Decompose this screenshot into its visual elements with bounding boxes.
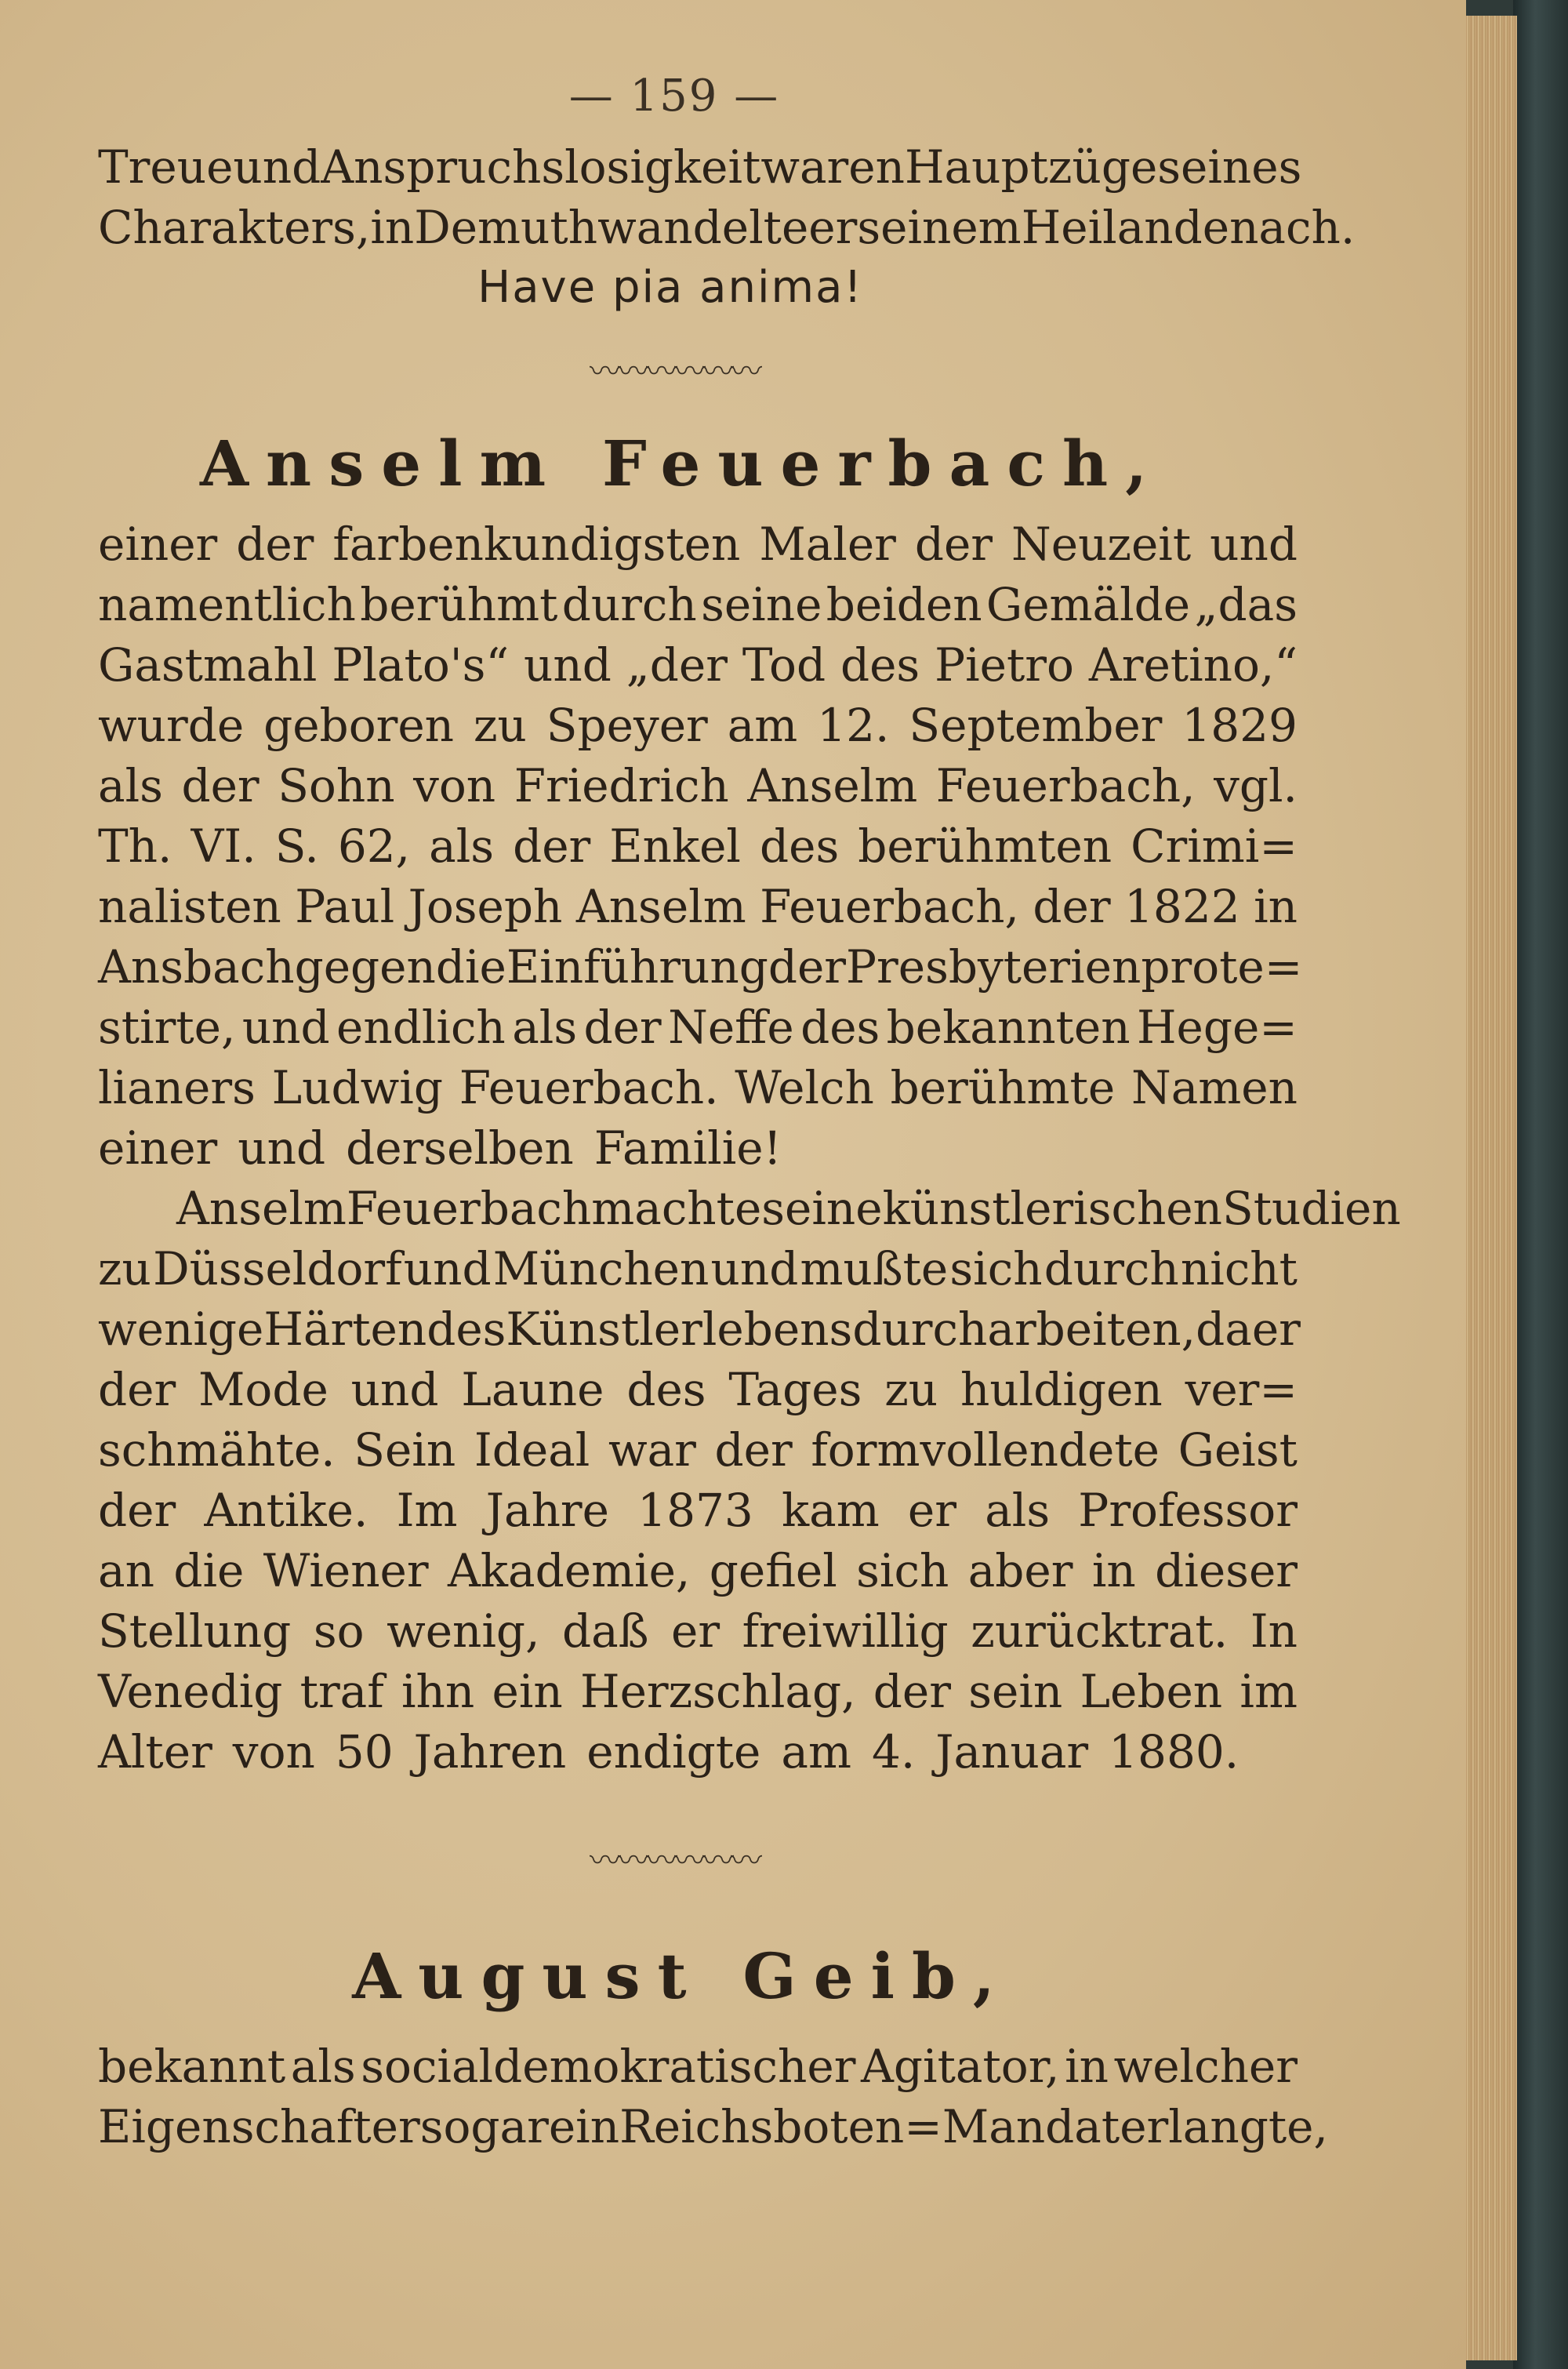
text-line	[98, 1541, 1298, 1601]
word: ein	[492, 1665, 563, 1718]
word: Treue	[98, 140, 234, 194]
word: und	[233, 140, 321, 194]
word: Anselm	[747, 759, 918, 812]
word: lianers	[98, 1061, 256, 1114]
text-line	[98, 1058, 1298, 1118]
word: dieser	[1155, 1544, 1298, 1597]
word: der	[513, 819, 591, 873]
word: beiden	[826, 578, 982, 631]
word: von	[232, 1725, 315, 1779]
word: wenig,	[387, 1604, 540, 1658]
text-line	[98, 1299, 1301, 1360]
text-line	[98, 1118, 1298, 1179]
word: Sein	[354, 1423, 456, 1477]
word: von	[413, 759, 496, 812]
word: zu	[473, 699, 527, 752]
word: Ludwig	[271, 1061, 443, 1114]
word: Hauptzüge	[904, 140, 1158, 194]
word: als	[98, 759, 163, 812]
word: Alter	[98, 1725, 212, 1779]
word: des	[426, 1303, 506, 1356]
word: Gemälde	[985, 578, 1191, 631]
section-heading-feuerbach: Anselm Feuerbach,	[199, 427, 1165, 500]
word: berühmten	[858, 819, 1112, 873]
word: und	[1210, 518, 1298, 571]
word: Heilande	[1021, 201, 1230, 254]
word: er	[907, 1484, 956, 1537]
word: S.	[274, 819, 319, 873]
word: der	[236, 518, 314, 571]
word: machte	[591, 1182, 762, 1235]
word: an	[98, 1544, 154, 1597]
word: Charakters,	[98, 201, 371, 254]
word: Gastmahl	[98, 638, 318, 692]
word: welcher	[1113, 2040, 1298, 2093]
divider-rule: 〰〰〰〰〰〰	[590, 354, 759, 390]
word: Anselm	[176, 1182, 347, 1235]
word: endigte	[586, 1725, 761, 1779]
word: der	[98, 1363, 176, 1416]
word: 1873	[637, 1484, 753, 1537]
word: und	[524, 638, 612, 692]
word: Hege=	[1136, 1001, 1298, 1054]
word: Jahre	[485, 1484, 609, 1537]
word: Leben	[1080, 1665, 1223, 1718]
word: Reichsboten=Mandat	[619, 2100, 1120, 2153]
text-line	[98, 198, 1356, 258]
word: und	[403, 1242, 492, 1295]
word: die	[435, 940, 506, 994]
word: zu	[98, 1242, 151, 1295]
text-line	[98, 1239, 1298, 1299]
book-cover-edge	[1513, 0, 1568, 2369]
word: nach.	[1229, 201, 1356, 254]
word: stirte,	[98, 1001, 236, 1054]
word: zurücktrat.	[971, 1604, 1229, 1658]
word: im	[1240, 1665, 1298, 1718]
word: bekannt	[98, 2040, 286, 2093]
word: als	[429, 819, 495, 873]
text-line	[98, 816, 1298, 877]
word: er	[808, 201, 858, 254]
feuerbach-paragraph-2	[98, 1179, 1401, 1782]
word: Im	[396, 1484, 458, 1537]
word: der	[873, 1665, 951, 1718]
word: waren	[760, 140, 905, 194]
word: Welch	[735, 1061, 874, 1114]
word: aber	[967, 1544, 1073, 1597]
word: Eigenschaft	[98, 2100, 372, 2153]
word: „der	[626, 638, 728, 692]
geib-paragraph	[98, 2037, 1328, 2157]
word: künstlerischen	[882, 1182, 1222, 1235]
word: am	[781, 1725, 851, 1779]
text-line	[98, 997, 1298, 1058]
word: Tages	[728, 1363, 862, 1416]
text-line	[98, 575, 1298, 635]
word: wurde	[98, 699, 245, 752]
word: seine	[761, 1182, 883, 1235]
word: Pietro	[935, 638, 1074, 692]
word: Jahren	[413, 1725, 567, 1779]
word: berühmte	[890, 1061, 1116, 1114]
word: er	[671, 1604, 720, 1658]
word: als	[290, 2040, 356, 2093]
word: nalisten	[98, 880, 281, 933]
word: einer	[98, 518, 218, 571]
word: Maler	[759, 518, 896, 571]
word: schmähte.	[98, 1423, 336, 1477]
word: Studien	[1221, 1182, 1401, 1235]
word: und	[350, 1363, 439, 1416]
page-edges	[1458, 16, 1517, 2360]
word: Th.	[98, 819, 172, 873]
word: Feuerbach,	[760, 880, 1019, 933]
word: „das	[1194, 578, 1298, 631]
word: in	[1065, 2040, 1109, 2093]
word: 62,	[337, 819, 411, 873]
word: Sohn	[278, 759, 395, 812]
word: Presbyterien	[846, 940, 1142, 994]
text-line	[98, 1722, 1298, 1782]
text-line	[98, 1481, 1298, 1541]
word: Feuerbach.	[459, 1061, 719, 1114]
word: endlich	[336, 1001, 506, 1054]
word: Enkel	[609, 819, 741, 873]
word: gefiel	[709, 1544, 837, 1597]
word: namentlich	[98, 578, 356, 631]
word: 4.	[871, 1725, 916, 1779]
word: der	[181, 759, 260, 812]
word: sogar	[419, 2100, 549, 2153]
text-line	[98, 1601, 1298, 1662]
word: wandelte	[597, 201, 809, 254]
text-line	[98, 137, 1302, 198]
word: des	[626, 1363, 706, 1416]
word: socialdemokratischer	[361, 2040, 856, 2093]
word: Crimi=	[1131, 819, 1298, 873]
word: berühmt	[360, 578, 558, 631]
word: Namen	[1131, 1061, 1298, 1114]
word: daß	[562, 1604, 649, 1658]
word: Künstlerlebens	[506, 1303, 853, 1356]
word: geboren	[263, 699, 455, 752]
word: Feuerbach,	[935, 759, 1196, 812]
word: Wiener	[263, 1544, 429, 1597]
word: Einführung	[506, 940, 768, 994]
word: Stellung	[98, 1604, 292, 1658]
word: Ideal	[474, 1423, 590, 1477]
word: in	[370, 201, 415, 254]
word: Herzschlag,	[580, 1665, 856, 1718]
page-content	[98, 71, 1401, 2157]
word: durch	[1044, 1242, 1179, 1295]
word: 1880.	[1109, 1725, 1240, 1779]
word: prote=	[1141, 940, 1303, 994]
word: Familie!	[593, 1121, 782, 1175]
word: Joseph	[408, 880, 563, 933]
word: sich	[949, 1242, 1043, 1295]
word: kam	[781, 1484, 880, 1537]
word: als	[985, 1484, 1051, 1537]
feuerbach-paragraph-1	[98, 514, 1303, 1179]
word: Professor	[1078, 1484, 1298, 1537]
word: Plato's“	[332, 638, 510, 692]
word: in	[1254, 880, 1298, 933]
text-line	[98, 696, 1298, 756]
word: Geist	[1178, 1423, 1298, 1477]
word: wenige	[98, 1303, 264, 1356]
word: und	[241, 1001, 330, 1054]
word: Mode	[198, 1363, 328, 1416]
word: Feuerbach	[346, 1182, 592, 1235]
word: Ansbach	[98, 940, 295, 994]
word: einer	[98, 1121, 218, 1175]
word: 50	[335, 1725, 394, 1779]
word: der	[914, 518, 993, 571]
word: farbenkundigsten	[332, 518, 741, 571]
word: seinem	[857, 201, 1022, 254]
word: der	[714, 1423, 793, 1477]
word: bekannten	[886, 1001, 1131, 1054]
word: Paul	[295, 880, 395, 933]
word: traf	[299, 1665, 384, 1718]
word: der	[1033, 880, 1111, 933]
word: ihn	[401, 1665, 475, 1718]
word: und	[710, 1242, 799, 1295]
word: gegen	[294, 940, 436, 994]
intro-paragraph	[98, 137, 1356, 317]
word: Anselm	[575, 880, 746, 933]
word: 12.	[817, 699, 890, 752]
word: war	[608, 1423, 696, 1477]
word: formvollendete	[811, 1423, 1160, 1477]
word: freiwillig	[742, 1604, 949, 1658]
word: 1822	[1124, 880, 1240, 933]
word: derselben	[346, 1121, 574, 1175]
word: der	[768, 940, 847, 994]
word: huldigen	[960, 1363, 1163, 1416]
word: des	[840, 638, 920, 692]
word: Akademie,	[448, 1544, 691, 1597]
word: Aretino,“	[1088, 638, 1298, 692]
word: Friedrich	[514, 759, 729, 812]
word: Januar	[935, 1725, 1089, 1779]
word: erlangte,	[1120, 2100, 1328, 2153]
word: zu	[884, 1363, 938, 1416]
text-line	[98, 2037, 1298, 2097]
page-number: — 159 —	[568, 71, 780, 122]
text-line	[98, 1662, 1298, 1722]
word: sich	[856, 1544, 949, 1597]
word: mußte	[800, 1242, 949, 1295]
word: München	[492, 1242, 710, 1295]
word: des	[800, 1001, 880, 1054]
word: der	[98, 1484, 176, 1537]
word: Härten	[263, 1303, 427, 1356]
word: und	[238, 1121, 326, 1175]
word: Anspruchslosigkeit	[321, 140, 761, 194]
word: VI.	[191, 819, 256, 873]
word: Speyer	[546, 699, 708, 752]
text-line	[98, 514, 1298, 575]
word: ver=	[1185, 1363, 1298, 1416]
word: in	[1091, 1544, 1136, 1597]
word: nicht	[1180, 1242, 1298, 1295]
text-line	[98, 635, 1298, 696]
text-line	[98, 1420, 1298, 1481]
word: In	[1250, 1604, 1298, 1658]
word: am	[727, 699, 798, 752]
motto: Have pia anima!	[477, 262, 863, 313]
word: da	[1196, 1303, 1252, 1356]
word: Agitator,	[861, 2040, 1060, 2093]
word: ein	[548, 2100, 620, 2153]
word: die	[173, 1544, 245, 1597]
word: 1829	[1181, 699, 1298, 752]
word: so	[313, 1604, 365, 1658]
word: des	[760, 819, 840, 873]
word: Demuth	[414, 201, 598, 254]
word: seine	[701, 578, 822, 631]
section-heading-geib: August Geib,	[352, 1939, 1012, 2013]
word: Tod	[742, 638, 826, 692]
word: er	[371, 2100, 420, 2153]
word: er	[1251, 1303, 1301, 1356]
word: durcharbeiten,	[852, 1303, 1196, 1356]
word: sein	[968, 1665, 1063, 1718]
divider-rule: 〰〰〰〰〰〰	[590, 1843, 759, 1879]
word: Neuzeit	[1011, 518, 1192, 571]
word: September	[909, 699, 1163, 752]
text-line	[98, 877, 1298, 937]
word: vgl.	[1214, 759, 1298, 812]
word: Düsseldorf	[153, 1242, 402, 1295]
word: Antike.	[204, 1484, 368, 1537]
word: Neffe	[668, 1001, 794, 1054]
word: der	[583, 1001, 662, 1054]
word: durch	[561, 578, 697, 631]
text-line	[98, 1360, 1298, 1420]
word: Laune	[461, 1363, 604, 1416]
word: als	[512, 1001, 578, 1054]
text-line	[98, 1179, 1401, 1239]
text-line	[98, 756, 1298, 816]
word: seines	[1157, 140, 1302, 194]
text-line	[98, 937, 1303, 997]
text-line	[98, 2097, 1328, 2157]
word: Venedig	[98, 1665, 283, 1718]
